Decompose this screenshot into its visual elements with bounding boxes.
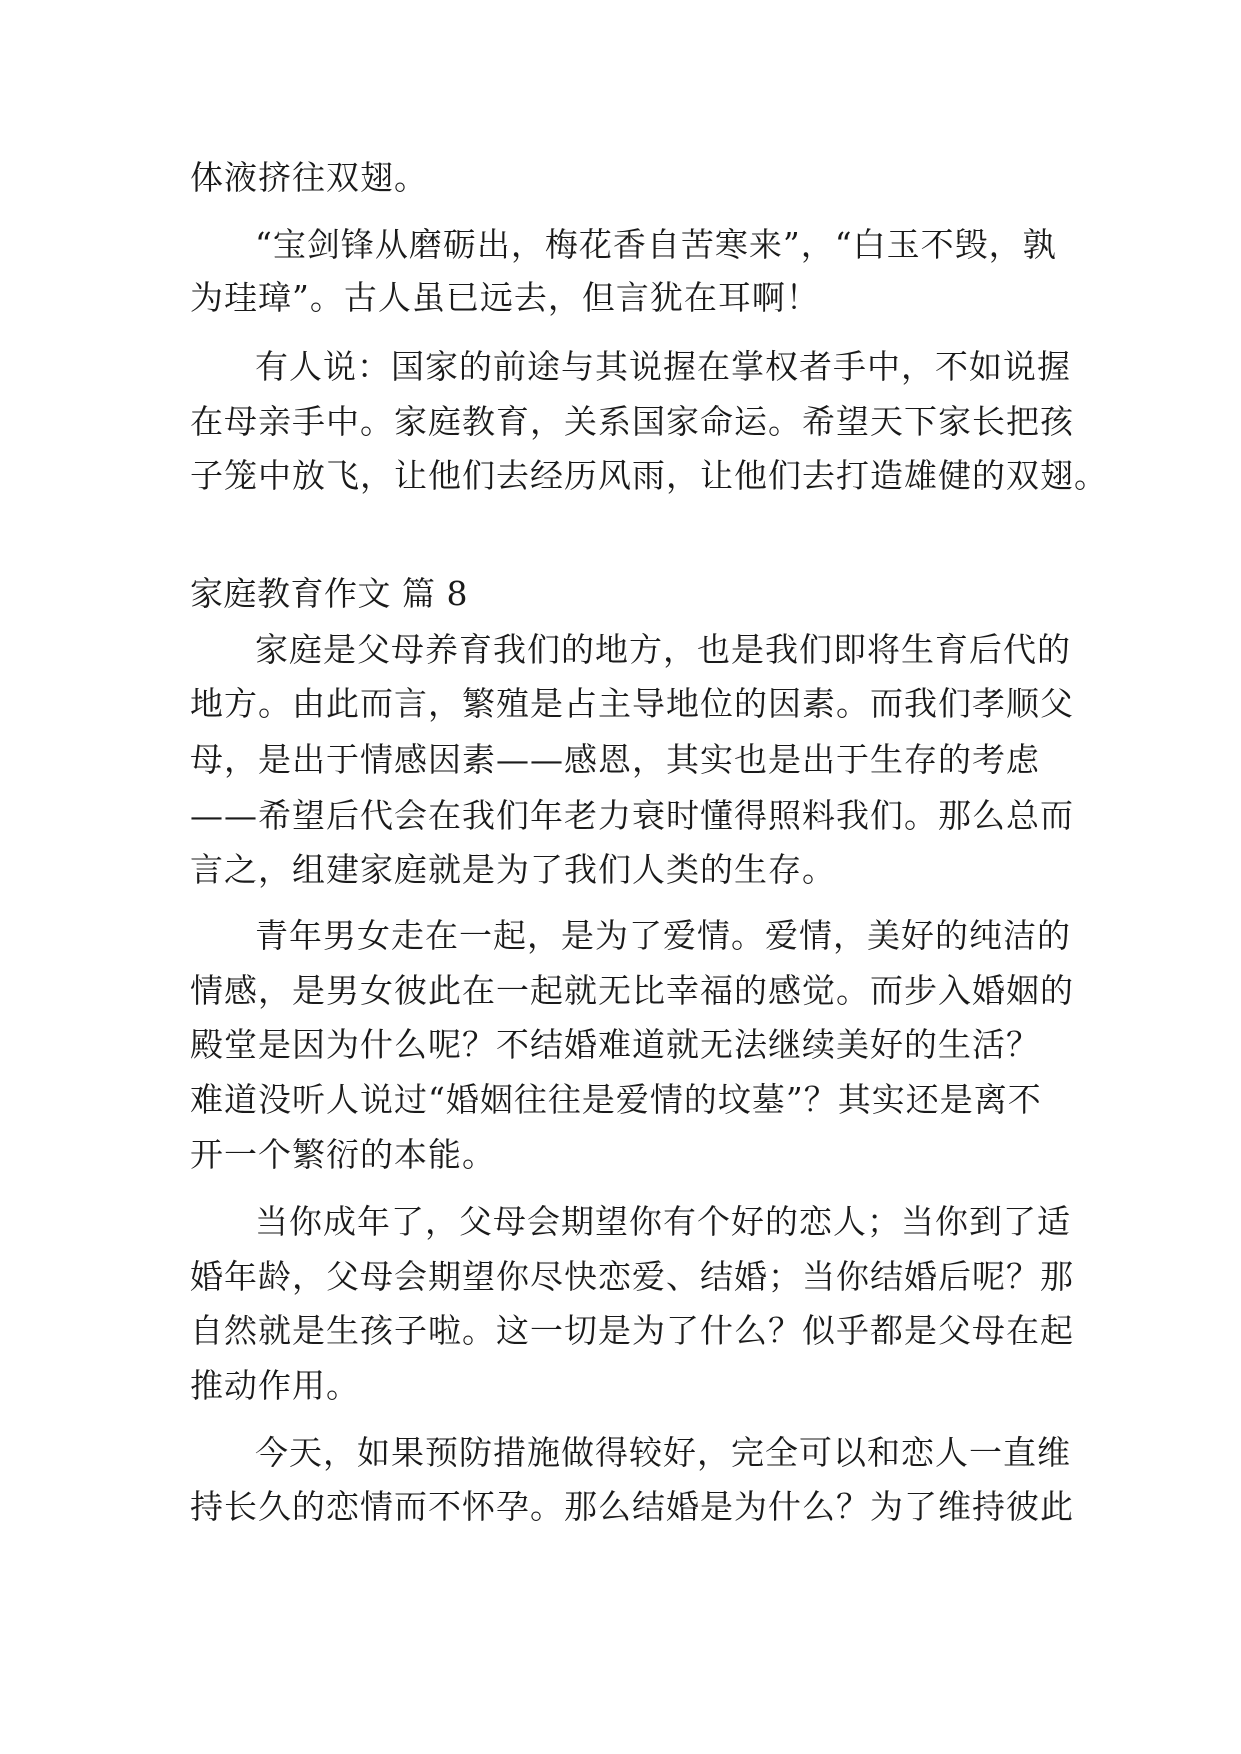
section-heading: 家庭教育作文 篇 8 — [190, 574, 468, 613]
text-line: 体液挤往双翅。 — [190, 158, 428, 197]
paragraph-start: 家庭是父母养育我们的地方，也是我们即将生育后代的 — [255, 630, 1071, 669]
text-line: 情感，是男女彼此在一起就无比幸福的感觉。而步入婚姻的 — [190, 971, 1074, 1010]
text-line: 婚年龄，父母会期望你尽快恋爱、结婚；当你结婚后呢？那 — [190, 1257, 1074, 1296]
text-line: 推动作用。 — [190, 1366, 360, 1405]
text-line: 开一个繁衍的本能。 — [190, 1135, 496, 1174]
text-line: 为珪璋”。古人虽已远去，但言犹在耳啊！ — [190, 278, 820, 317]
text-line: 母，是出于情感因素——感恩，其实也是出于生存的考虑 — [190, 740, 1040, 779]
text-line: ——希望后代会在我们年老力衰时懂得照料我们。那么总而 — [190, 796, 1074, 835]
text-line: 言之，组建家庭就是为了我们人类的生存。 — [190, 850, 836, 889]
text-line: 在母亲手中。家庭教育，关系国家命运。希望天下家长把孩 — [190, 402, 1074, 441]
paragraph-start: 当你成年了，父母会期望你有个好的恋人；当你到了适 — [255, 1202, 1071, 1241]
paragraph-start: 有人说：国家的前途与其说握在掌权者手中，不如说握 — [255, 347, 1071, 386]
text-line: 地方。由此而言，繁殖是占主导地位的因素。而我们孝顺父 — [190, 684, 1074, 723]
paragraph-start: 今天，如果预防措施做得较好，完全可以和恋人一直维 — [255, 1433, 1071, 1472]
text-line: 自然就是生孩子啦。这一切是为了什么？似乎都是父母在起 — [190, 1311, 1074, 1350]
text-line: 殿堂是因为什么呢？不结婚难道就无法继续美好的生活？ — [190, 1025, 1040, 1064]
paragraph-start: 青年男女走在一起，是为了爱情。爱情，美好的纯洁的 — [255, 916, 1071, 955]
paragraph-start: “宝剑锋从磨砺出，梅花香自苦寒来”，“白玉不毁，孰 — [255, 225, 1057, 264]
text-line: 子笼中放飞，让他们去经历风雨，让他们去打造雄健的双翅。 — [190, 456, 1108, 495]
text-line: 难道没听人说过“婚姻往往是爱情的坟墓”？其实还是离不 — [190, 1080, 1042, 1119]
text-line: 持长久的恋情而不怀孕。那么结婚是为什么？为了维持彼此 — [190, 1487, 1074, 1526]
